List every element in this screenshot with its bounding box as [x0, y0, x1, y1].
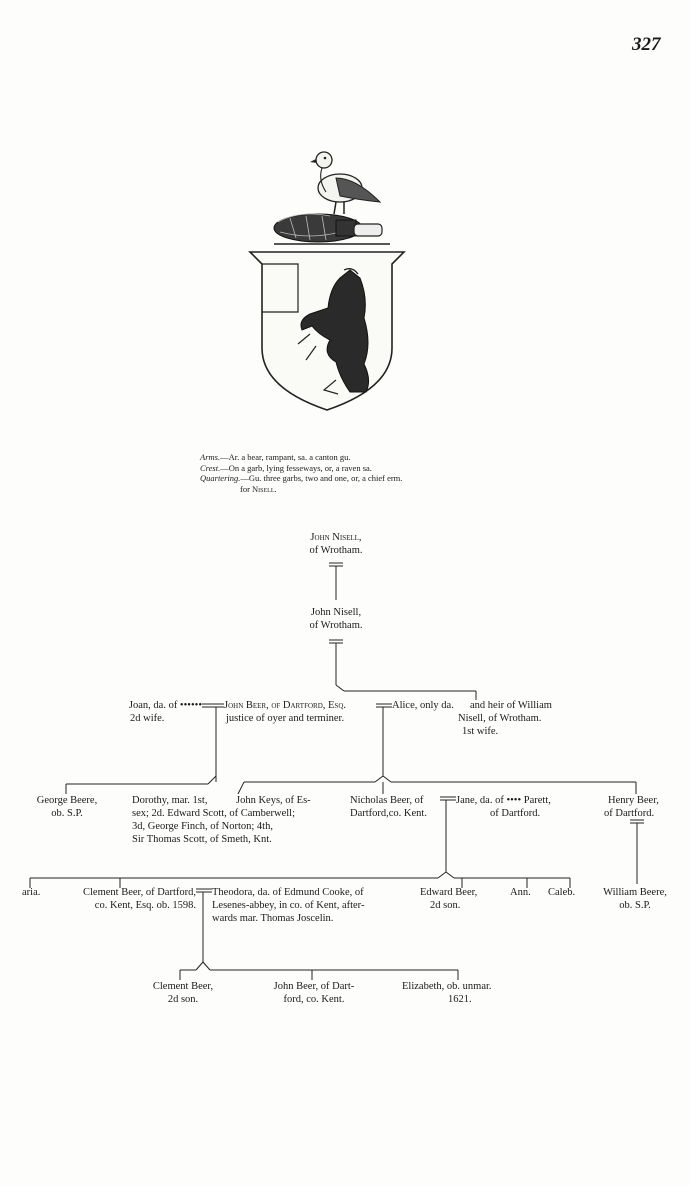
quartering-for: for	[240, 483, 250, 494]
dorothy-line4: Sir Thomas Scott, of Smeth, Knt.	[132, 834, 272, 845]
john-beer-line1: John Beer, of Dartford, Esq.	[224, 700, 346, 711]
alice-line3: 1st wife.	[462, 726, 499, 737]
edward-line1: Edward Beer,	[420, 887, 478, 898]
gen2-name: John Nisell,	[310, 607, 362, 618]
clement2-line2: 2d son.	[167, 994, 199, 1005]
jane-line2: of Dartford.	[490, 808, 541, 819]
gen1-name: John Nisell,	[310, 532, 362, 543]
gen1-place: of Wrotham.	[309, 545, 363, 556]
theodora-line3: wards mar. Thomas Joscelin.	[212, 913, 334, 924]
henry-line1: Henry Beer,	[608, 795, 659, 806]
elizabeth-line1: Elizabeth, ob. unmar.	[402, 981, 492, 992]
crest-label: Crest.	[200, 462, 221, 473]
dorothy-line2: sex; 2d. Edward Scott, of Camberwell;	[132, 808, 296, 819]
john-dartford-line2: ford, co. Kent.	[283, 994, 345, 1005]
dorothy-line3: 3d, George Finch, of Norton; 4th,	[132, 821, 273, 832]
alice-line2: Nisell, of Wrotham.	[458, 713, 542, 724]
ann: Ann.	[510, 887, 531, 898]
william-line1: William Beere,	[603, 887, 667, 898]
quartering-label: Quartering.	[200, 473, 241, 483]
edward-line2: 2d son.	[430, 900, 461, 911]
gen2-place: of Wrotham.	[309, 620, 363, 631]
theodora-line2: Lesenes-abbey, in co. of Kent, after-	[212, 900, 365, 911]
clement-line2: co. Kent, Esq. ob. 1598.	[94, 900, 196, 911]
dorothy-line1: Dorothy, mar. 1st,	[132, 795, 208, 806]
henry-line2: of Dartford.	[604, 808, 655, 819]
crest-text: —On a garb, lying fesseways, or, a raven sa.	[220, 462, 372, 473]
quartering-name: Nisell.	[252, 483, 277, 494]
clement-line1: Clement Beer, of Dartford,	[83, 887, 196, 898]
william-line2: ob. S.P.	[619, 900, 651, 911]
joan-line2: 2d wife.	[130, 713, 165, 724]
john-beer-line2: justice of oyer and terminer.	[226, 713, 345, 724]
caleb: Caleb.	[548, 887, 576, 898]
quartering-text: —Gu. three garbs, two and one, or, a chief erm.	[240, 473, 403, 483]
maria: aria.	[22, 887, 41, 898]
george-line1: George Beere,	[36, 795, 98, 806]
arms-label: Arms.	[200, 452, 221, 462]
alice-line1: Alice, only da.	[392, 700, 454, 711]
elizabeth-line2: 1621.	[448, 994, 472, 1005]
dorothy-line1b: John Keys, of Es-	[236, 795, 311, 806]
page-number: 327	[632, 34, 661, 55]
john-dartford-line1: John Beer, of Dart-	[273, 981, 355, 992]
alice-line1b: and heir of William	[470, 700, 552, 711]
clement2-line1: Clement Beer,	[152, 981, 214, 992]
george-line2: ob. S.P.	[51, 808, 83, 819]
nicholas-line2: Dartford,co. Kent.	[350, 808, 427, 819]
joan-line1: Joan, da. of ••••••	[128, 700, 202, 711]
nicholas-line1: Nicholas Beer, of	[350, 795, 424, 806]
theodora-line1: Theodora, da. of Edmund Cooke, of	[212, 887, 364, 898]
arms-text: —Ar. a bear, rampant, sa. a canton gu.	[220, 452, 351, 462]
jane-line1: Jane, da. of •••• Parett,	[456, 795, 551, 806]
